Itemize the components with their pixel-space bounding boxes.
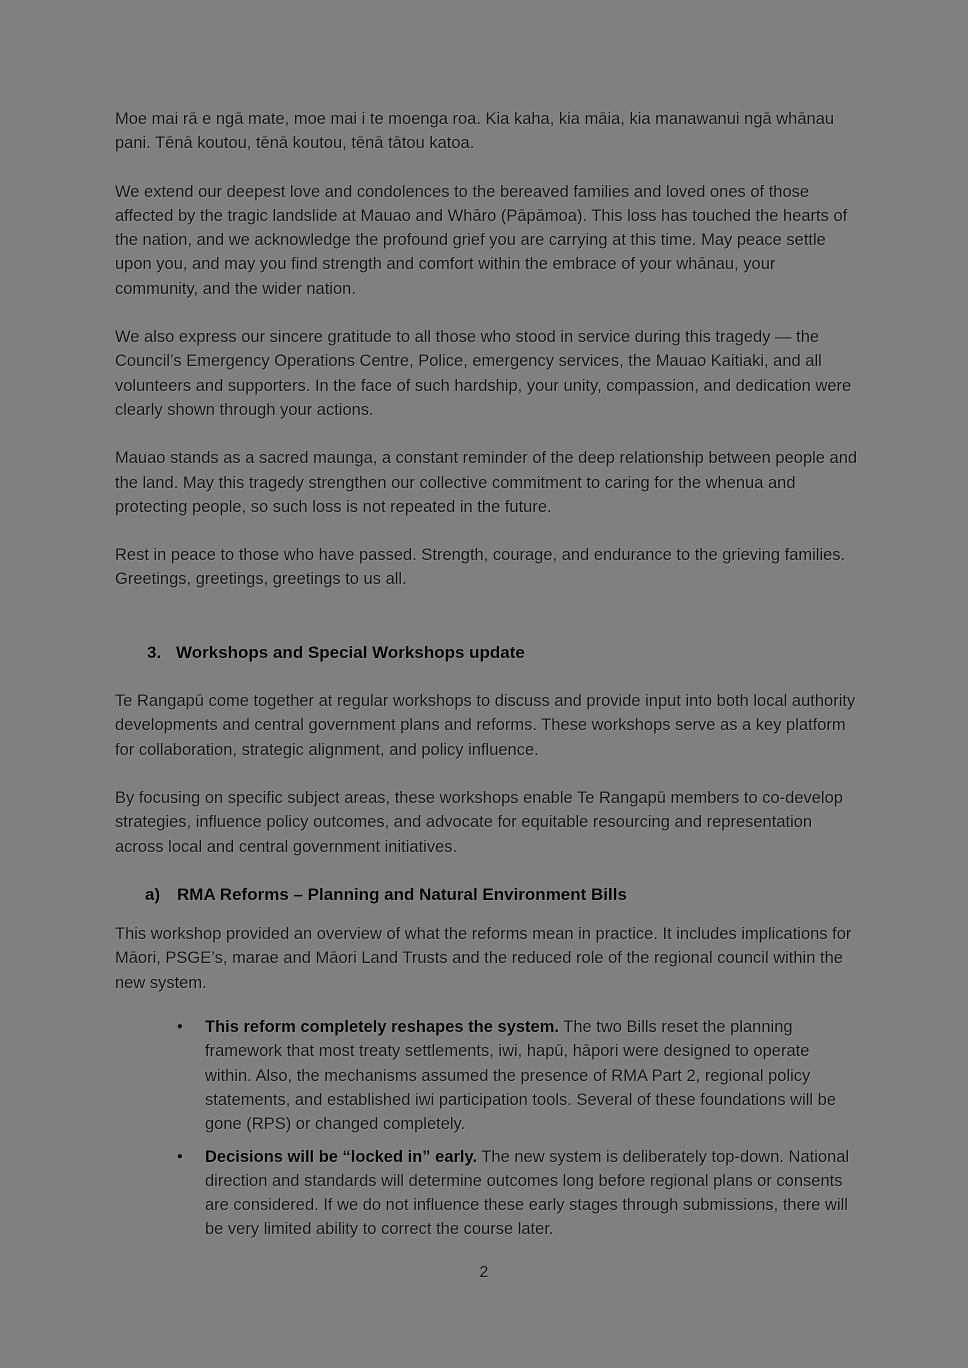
bullet-body-text: The two Bills reset the planning framework that most treaty settlements, iwi, hapū, hāpori were designed to operate within. Also, the mechanisms assumed the presence of RMA Part 2, regional policy statements, and established iwi participation tools. Several of these foundations will be gone (RPS) or changed completely. xyxy=(205,1018,837,1134)
page-number: 2 xyxy=(479,1264,489,1281)
bullet-body-text: The new system is deliberately top-down. National direction and standards will determine outcomes long before regional plans or consents are considered. If we do not influence these early stages through submissions, there will be very limited ability to correct the course later. xyxy=(205,1147,850,1239)
section-title: Workshops and Special Workshops update xyxy=(176,642,525,662)
bullet-item-decisions-locked xyxy=(115,1145,860,1242)
subsection-letter: a) xyxy=(145,884,161,904)
bullet-item-reform-reshapes xyxy=(115,1015,860,1136)
subsection-title: RMA Reforms – Planning and Natural Environment Bills xyxy=(177,884,627,904)
section-number: 3. xyxy=(147,642,162,662)
paragraph-mihi: Moe mai rā e ngā mate, moe mai i te moenga roa. Kia kaha, kia māia, kia manawanui ngā whānau pani. Tēnā koutou, tēnā koutou, tēnā tātou katoa. xyxy=(115,110,835,153)
paragraph-rest-in-peace: Rest in peace to those who have passed. Strength, courage, and endurance to the grieving families. Greetings, greetings, greetings to us all. xyxy=(115,546,846,589)
paragraph-gratitude: We also express our sincere gratitude to all those who stood in service during this tragedy — the Council’s Emergency Operations Centre, Police, emergency services, the Mauao Kaitiaki, and all volunteers and supporters. In the face of such hardship, your unity, compassion, and dedication were clearly shown through your actions. xyxy=(115,328,852,419)
paragraph-mauao: Mauao stands as a sacred maunga, a constant reminder of the deep relationship between people and the land. May this tragedy strengthen our collective commitment to caring for the whenua and protecting people, so such loss is not repeated in the future. xyxy=(115,449,858,516)
paragraph-workshops-intro: Te Rangapū come together at regular workshops to discuss and provide input into both local authority developments and central government plans and reforms. These workshops serve as a key platform for collaboration, strategic alignment, and policy influence. xyxy=(115,692,856,759)
bullet-list xyxy=(115,1015,860,1242)
paragraph-condolences: We extend our deepest love and condolences to the bereaved families and loved ones of those affected by the tragic landslide at Mauao and Whāro (Pāpāmoa). This loss has touched the hearts of the nation, and we acknowledge the profound grief you are carrying at this time. May peace settle upon you, and may you find strength and comfort within the embrace of your whānau, your community, and the wider nation. xyxy=(115,182,848,298)
paragraph-workshops-focus: By focusing on specific subject areas, these workshops enable Te Rangapū members to co-develop strategies, influence policy outcomes, and advocate for equitable resourcing and representation across local and central government initiatives. xyxy=(115,788,843,856)
subsection-heading-rma-reforms xyxy=(115,883,860,907)
paragraph-rma-overview: This workshop provided an overview of what the reforms mean in practice. It includes implications for Māori, PSGE’s, marae and Māori Land Trusts and the reduced role of the regional council within the new system. xyxy=(115,925,852,992)
document-content xyxy=(115,107,860,1250)
section-heading-workshops xyxy=(115,641,860,665)
bullet-lead-text: Decisions will be “locked in” early. xyxy=(205,1147,478,1166)
bullet-lead-text: This reform completely reshapes the system. xyxy=(205,1018,559,1037)
bullet-icon: • xyxy=(177,1147,183,1166)
bullet-icon: • xyxy=(177,1018,183,1037)
